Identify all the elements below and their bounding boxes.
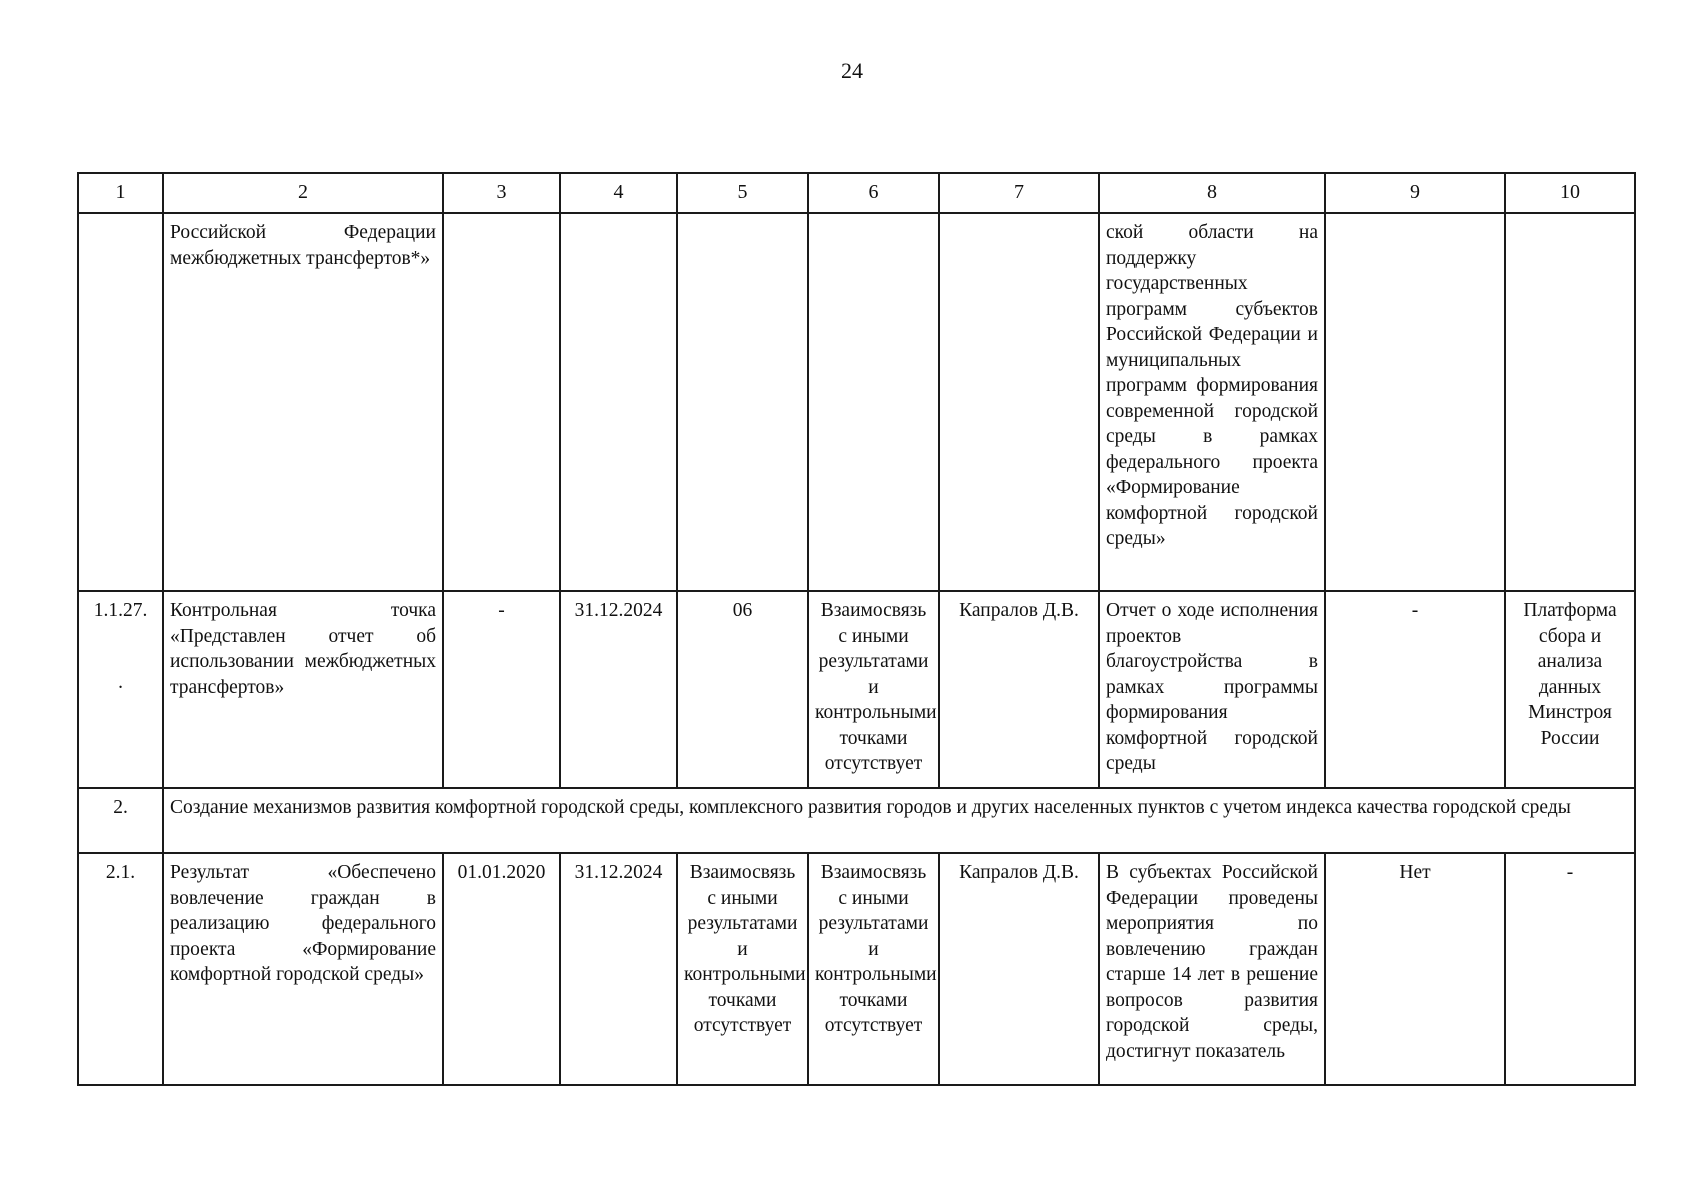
table-row <box>78 788 1635 853</box>
cell-start-date: - <box>443 591 560 788</box>
cell-col5: 06 <box>677 591 808 788</box>
cell-name: Российской Федерации межбюджетных трансфертов*» <box>163 213 443 591</box>
cell-col6: Взаимосвязь с иными результатами и контрольными точками отсутствует <box>808 853 939 1085</box>
cell-responsible <box>939 213 1099 591</box>
header-cell: 7 <box>939 173 1099 213</box>
header-cell: 5 <box>677 173 808 213</box>
header-cell: 4 <box>560 173 677 213</box>
cell-start-date: 01.01.2020 <box>443 853 560 1085</box>
cell-col10 <box>1505 213 1635 591</box>
header-cell: 3 <box>443 173 560 213</box>
header-cell: 8 <box>1099 173 1325 213</box>
table-row <box>78 591 1635 788</box>
header-row <box>78 173 1635 213</box>
cell-col5 <box>677 213 808 591</box>
cell-col9: - <box>1325 591 1505 788</box>
header-cell: 10 <box>1505 173 1635 213</box>
cell-col10: - <box>1505 853 1635 1085</box>
cell-col6 <box>808 213 939 591</box>
cell-description: ской области на поддержку государственных программ субъектов Российской Федерации и муниципальных программ формирования современной городской среды в рамках федерального проекта «Формирование комфортной городской среды» <box>1099 213 1325 591</box>
header-cell: 6 <box>808 173 939 213</box>
header-cell: 1 <box>78 173 163 213</box>
cell-number <box>78 591 163 788</box>
cell-end-date <box>560 213 677 591</box>
header-cell: 2 <box>163 173 443 213</box>
cell-name: Результат «Обеспечено вовлечение граждан в реализацию федерального проекта «Формирование комфортной городской среды» <box>163 853 443 1085</box>
cell-name: Контрольная точка «Представлен отчет об использовании межбюджетных трансфертов» <box>163 591 443 788</box>
section-title: Создание механизмов развития комфортной городской среды, комплексного развития городов и других населенных пунктов с учетом индекса качества городской среды <box>163 788 1635 853</box>
cell-col9 <box>1325 213 1505 591</box>
cell-description: В субъектах Российской Федерации проведены мероприятия по вовлечению граждан старше 14 лет в решение вопросов развития городской среды, достигнут показатель <box>1099 853 1325 1085</box>
cell-col9: Нет <box>1325 853 1505 1085</box>
cell-number: 2.1. <box>78 853 163 1085</box>
table-row <box>78 213 1635 591</box>
page-number: 24 <box>841 58 863 83</box>
row-number: 1.1.27. <box>93 600 148 621</box>
header-cell: 9 <box>1325 173 1505 213</box>
cell-col10: Платформа сбора и анализа данных Минстроя России <box>1505 591 1635 788</box>
cell-number <box>78 213 163 591</box>
cell-col5: Взаимосвязь с иными результатами и контрольными точками отсутствует <box>677 853 808 1085</box>
cell-col6: Взаимосвязь с иными результатами и контрольными точками отсутствует <box>808 591 939 788</box>
cell-start-date <box>443 213 560 591</box>
table-row <box>78 853 1635 1085</box>
cell-number: 2. <box>78 788 163 853</box>
cell-responsible: Капралов Д.В. <box>939 853 1099 1085</box>
row-number-mark: . <box>118 671 123 693</box>
cell-end-date: 31.12.2024 <box>560 853 677 1085</box>
plan-table <box>77 172 1636 1086</box>
cell-end-date: 31.12.2024 <box>560 591 677 788</box>
cell-description: Отчет о ходе исполнения проектов благоустройства в рамках программы формирования комфортной городской среды <box>1099 591 1325 788</box>
cell-responsible: Капралов Д.В. <box>939 591 1099 788</box>
